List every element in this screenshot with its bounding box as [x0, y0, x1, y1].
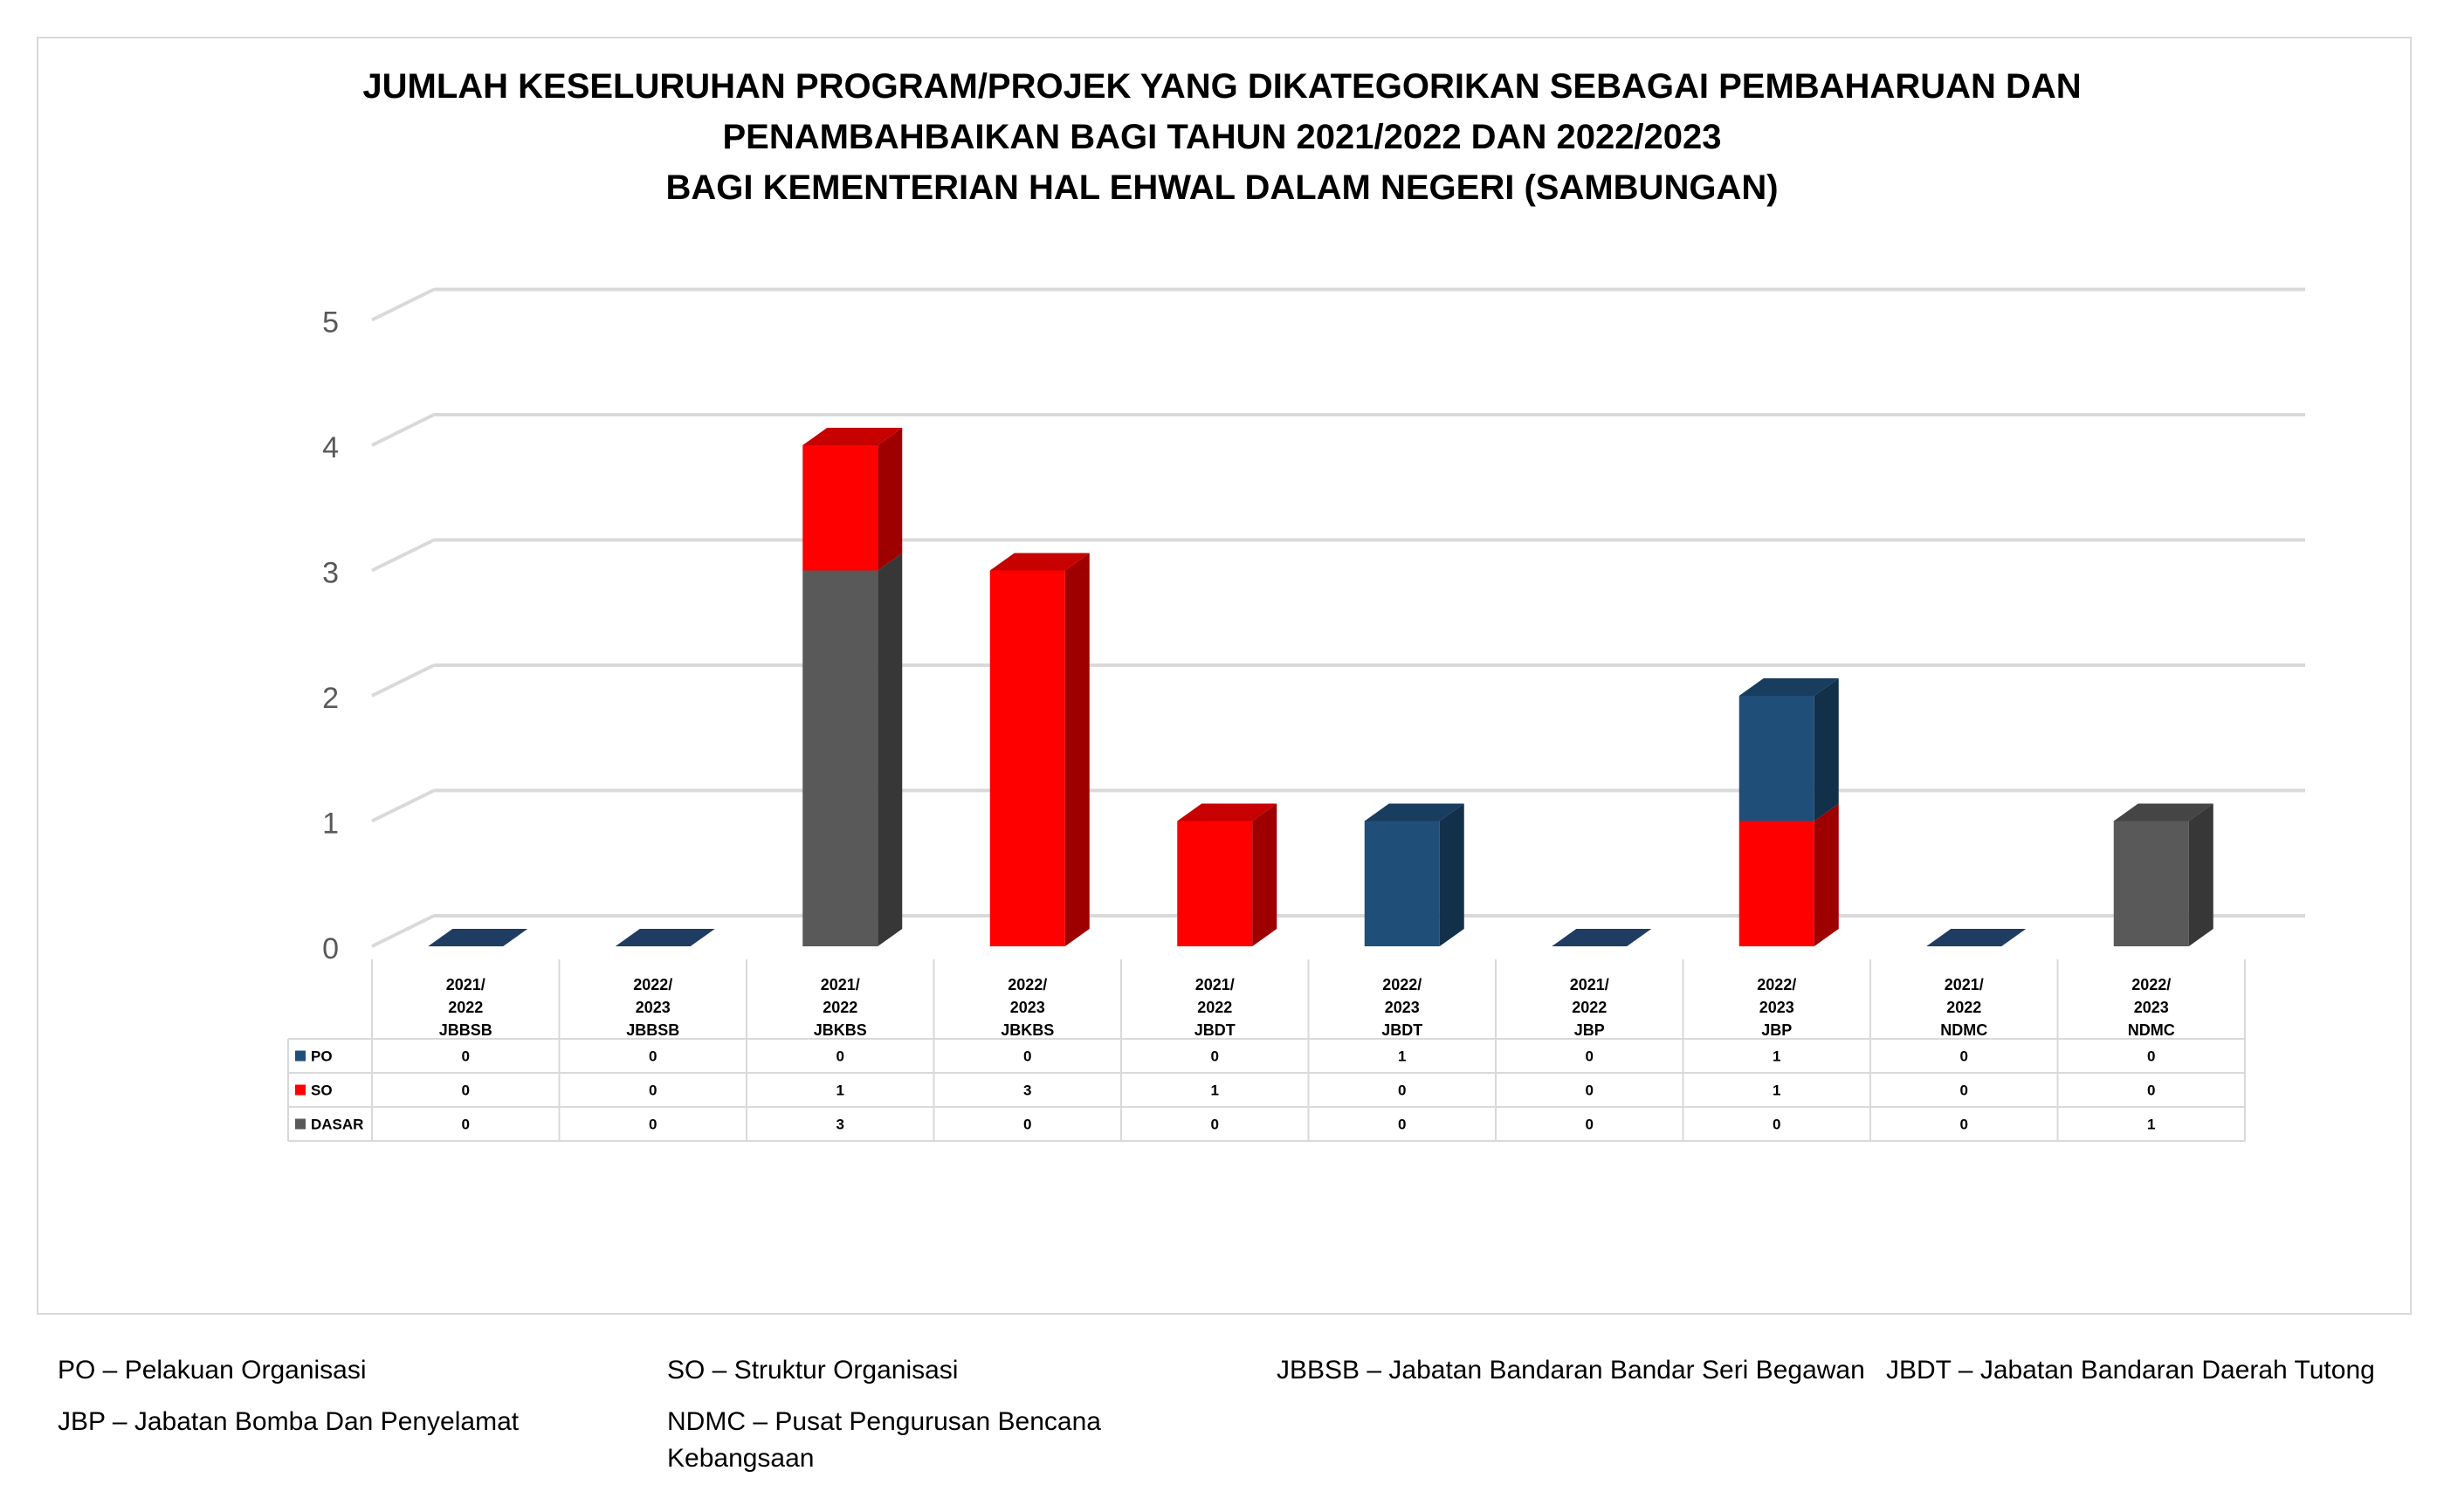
- x-category-label: JBDT: [1381, 1021, 1423, 1039]
- note-jbbsb: JBBSB – Jabatan Bandaran Bandar Seri Begawan: [1277, 1356, 1865, 1385]
- table-cell-value: 3: [836, 1116, 844, 1133]
- x-category-label: 2023: [1009, 999, 1045, 1016]
- table-cell-value: 0: [1773, 1116, 1781, 1133]
- x-category-label: 2021/: [1194, 976, 1235, 993]
- y-tick-label: 5: [322, 306, 339, 340]
- table-cell-value: 0: [649, 1116, 657, 1133]
- x-category-label: 2022/: [1008, 976, 1048, 993]
- bar-side-po: [1814, 678, 1839, 821]
- bar-top-cap: [1552, 929, 1651, 946]
- x-category-label: NDMC: [2127, 1021, 2175, 1039]
- legend-label-dasar: DASAR: [311, 1116, 364, 1133]
- chart-title-line-3: BAGI KEMENTERIAN HAL EHWAL DALAM NEGERI (SAMBUNGAN): [665, 168, 1779, 207]
- x-category-label: 2022/: [1382, 976, 1422, 993]
- x-category-label: 2023: [1759, 999, 1794, 1016]
- x-category-label: 2023: [2133, 999, 2169, 1016]
- y-tick-label: 0: [322, 932, 339, 966]
- table-cell-value: 0: [1585, 1048, 1594, 1065]
- table-cell-value: 0: [836, 1048, 844, 1065]
- x-category-label: 2022/: [633, 976, 673, 993]
- x-category-label: 2021/: [1569, 976, 1609, 993]
- table-cell-value: 0: [649, 1048, 657, 1065]
- note-jbp: JBP – Jabatan Bomba Dan Penyelamat: [58, 1407, 520, 1436]
- gridline-side: [372, 415, 434, 445]
- table-cell-value: 0: [1959, 1048, 1968, 1065]
- y-tick-label: 2: [322, 682, 339, 715]
- x-category-label: 2023: [1384, 999, 1420, 1016]
- chart-title-line-1: JUMLAH KESELURUHAN PROGRAM/PROJEK YANG DIKATEGORIKAN SEBAGAI PEMBAHARUAN DAN: [362, 67, 2082, 106]
- y-tick-label: 3: [322, 556, 339, 590]
- gridline-side: [372, 665, 434, 696]
- bar-side-so: [1252, 804, 1277, 947]
- y-tick-label: 1: [322, 807, 339, 841]
- table-cell-value: 0: [461, 1048, 470, 1065]
- table-cell-value: 0: [1959, 1116, 1968, 1133]
- bar-so: [802, 445, 878, 571]
- table-cell-value: 0: [2147, 1082, 2156, 1099]
- table-cell-value: 0: [461, 1116, 470, 1133]
- chart-title-line-2: PENAMBAHBAIKAN BAGI TAHUN 2021/2022 DAN 2022/2023: [722, 118, 1722, 156]
- bar-top-cap: [428, 929, 527, 946]
- y-tick-label: 4: [322, 431, 339, 464]
- note-po: PO – Pelakuan Organisasi: [58, 1356, 367, 1385]
- bar-so: [1177, 821, 1252, 947]
- x-category-label: 2021/: [820, 976, 860, 993]
- bar-po: [1365, 821, 1440, 947]
- gridline-side: [372, 290, 434, 320]
- table-cell-value: 1: [836, 1082, 844, 1099]
- x-category-label: JBKBS: [813, 1021, 867, 1039]
- table-cell-value: 0: [1210, 1116, 1219, 1133]
- note-so: SO – Struktur Organisasi: [667, 1356, 959, 1385]
- bar-side-po: [1440, 804, 1464, 947]
- table-cell-value: 1: [2147, 1116, 2156, 1133]
- x-category-label: JBP: [1573, 1021, 1605, 1039]
- legend-label-so: SO: [311, 1082, 333, 1099]
- table-cell-value: 0: [1023, 1116, 1032, 1133]
- x-category-label: 2021/: [1944, 976, 1984, 993]
- table-cell-value: 1: [1398, 1048, 1407, 1065]
- table-cell-value: 0: [1585, 1116, 1594, 1133]
- x-category-label: 2022: [1572, 999, 1608, 1016]
- note-jbdt: JBDT – Jabatan Bandaran Daerah Tutong: [1886, 1356, 2375, 1385]
- table-cell-value: 1: [1773, 1082, 1781, 1099]
- table-cell-value: 0: [1398, 1082, 1407, 1099]
- x-category-label: NDMC: [1940, 1021, 1988, 1039]
- x-category-label: JBP: [1761, 1021, 1793, 1039]
- bar-dasar: [2114, 821, 2189, 947]
- bar-side-dasar: [878, 553, 902, 947]
- legend-key-po: [295, 1051, 306, 1062]
- table-cell-value: 0: [1210, 1048, 1219, 1065]
- table-cell-value: 1: [1210, 1082, 1219, 1099]
- table-cell-value: 0: [649, 1082, 657, 1099]
- x-category-label: JBDT: [1194, 1021, 1236, 1039]
- x-category-label: 2022/: [1757, 976, 1797, 993]
- x-category-label: JBBSB: [626, 1021, 680, 1039]
- bar-top-cap: [1926, 929, 2026, 946]
- bar-side-so: [1065, 553, 1090, 947]
- gridline-side: [372, 916, 434, 946]
- table-cell-value: 0: [1585, 1082, 1594, 1099]
- bar-dasar: [802, 571, 878, 947]
- table-cell-value: 0: [1959, 1082, 1968, 1099]
- x-category-label: 2022: [448, 999, 484, 1016]
- note-ndmc: NDMC – Pusat Pengurusan Bencana Kebangsaan: [667, 1407, 1101, 1473]
- x-category-label: JBKBS: [1001, 1021, 1055, 1039]
- bar-top-cap: [616, 929, 715, 946]
- x-category-label: 2021/: [445, 976, 485, 993]
- bar-side-dasar: [2189, 804, 2213, 947]
- table-cell-value: 1: [1773, 1048, 1781, 1065]
- legend-key-dasar: [295, 1119, 306, 1130]
- gridline-side: [372, 791, 434, 821]
- table-cell-value: 0: [1398, 1116, 1407, 1133]
- x-category-label: 2022: [1197, 999, 1233, 1016]
- table-cell-value: 0: [461, 1082, 470, 1099]
- gridline-side: [372, 540, 434, 571]
- x-category-label: 2022: [1946, 999, 1982, 1016]
- x-category-label: 2023: [635, 999, 671, 1016]
- bar-so: [990, 571, 1065, 947]
- table-cell-value: 0: [2147, 1048, 2156, 1065]
- legend-label-po: PO: [311, 1048, 333, 1065]
- bar-side-so: [878, 428, 902, 571]
- bar-so: [1739, 821, 1814, 947]
- x-category-label: 2022: [823, 999, 858, 1016]
- bar-po: [1739, 696, 1814, 821]
- table-cell-value: 0: [1023, 1048, 1032, 1065]
- legend-key-so: [295, 1085, 306, 1096]
- x-category-label: JBBSB: [438, 1021, 492, 1039]
- table-cell-value: 3: [1023, 1082, 1032, 1099]
- bar-side-so: [1814, 804, 1839, 947]
- x-category-label: 2022/: [2131, 976, 2172, 993]
